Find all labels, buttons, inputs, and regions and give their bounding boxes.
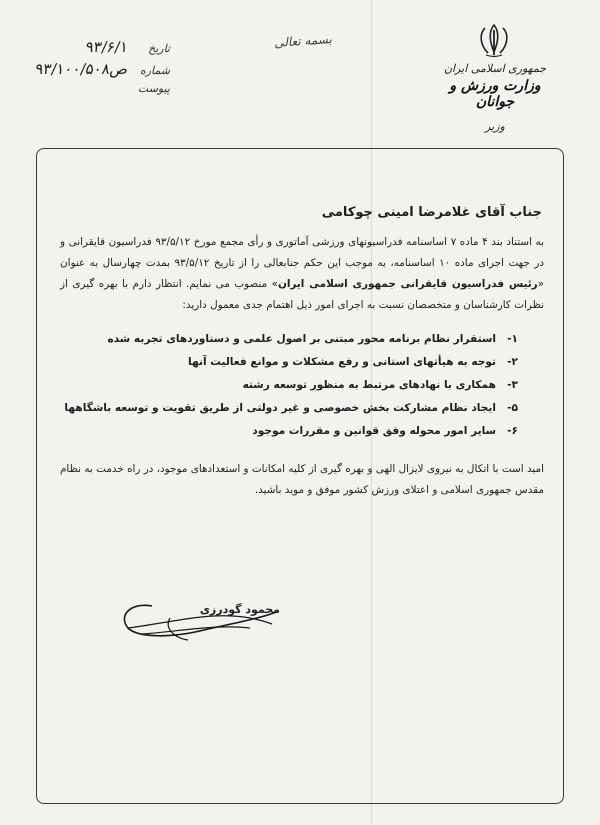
signer-name: محمود گودرزی [199, 603, 280, 616]
attachment-label: پیوست [137, 82, 170, 95]
closing-paragraph: امید است با اتکال به نیروی لایزال الهی و بهره گیری از کلیه امکانات و استعدادهای موجود، در راه خدمت به نظام مقدس جمهوری اسلامی و اعتلای ورزش کشور موفق و موید باشید. [60, 463, 544, 496]
iran-emblem-icon [472, 22, 516, 58]
list-item-text: همکاری با نهادهای مرتبط به منظور توسعه رشته [242, 379, 496, 391]
number-label: شماره [139, 64, 170, 77]
list-item-text: استقرار نظام برنامه محور مبتنی بر اصول علمی و دستاوردهای تجربه شده [107, 333, 496, 345]
list-item-number: ۱- [507, 333, 518, 345]
number-value: ۹۳/ص۱۰۰/۵۰۸ [34, 60, 130, 78]
list-item [60, 374, 518, 397]
letter-meta [20, 38, 170, 104]
list-item-number: ۵- [507, 402, 518, 414]
list-item-number: ۲- [507, 356, 518, 368]
basmala: بسمه تعالی [273, 32, 333, 50]
list-item-number: ۳- [507, 379, 518, 391]
list-item-text: سایر امور محوله وفق قوانین و مقررات موجود [252, 425, 496, 437]
date-value: ۹۳/۶/۱ [84, 38, 130, 56]
list-item [60, 351, 518, 374]
list-item-number: ۶- [507, 425, 518, 437]
minister-title: وزیر [485, 120, 505, 133]
date-label: تاریخ [148, 42, 170, 55]
ministry-header [440, 62, 550, 133]
letter-body [60, 205, 544, 501]
list-item [60, 397, 518, 420]
addressee: جناب آقای غلامرضا امینی چوکامی [321, 205, 542, 220]
date-row [20, 38, 170, 60]
attachment-row [20, 82, 170, 104]
ministry-name: وزارت ورزش و جوانان [449, 78, 541, 110]
appointment-paragraph [60, 232, 544, 316]
signature-scribble [112, 594, 282, 654]
appointment-title: رئیس فدراسیون قایقرانی جمهوری اسلامی ایران [278, 278, 538, 290]
list-item [60, 420, 518, 443]
list-item-text: ایجاد نظام مشارکت بخش خصوصی و غیر دولتی از طریق تقویت و توسعه باشگاهها [64, 402, 496, 414]
para-text-a: به استناد بند ۴ ماده ۷ اساسنامه فدراسیونهای ورزشی آماتوری و رأی مجمع مورخ ۹۳/۵/۱۲ فدراسیون قایقرانی و در جهت اجرای ماده ۱۰ اساسنامه، به موجب این حکم جنابعالی را از تاریخ ۹۳/۵/۱۲ بمدت چهارسال به عنوان « [60, 236, 545, 290]
list-item [60, 328, 518, 351]
republic-name: جمهوری اسلامی ایران [443, 62, 547, 75]
duties-list [60, 328, 544, 443]
para-text-b: » منصوب می نمایم. انتظار دارم با بهره گیری از نظرات کارشناسان و متخصصان نسبت به اجرای امور ذیل اهتمام جدی معمول دارید: [60, 278, 544, 311]
list-item-text: توجه به هیأتهای استانی و رفع مشکلات و موانع فعالیت آنها [188, 356, 496, 368]
number-row [20, 60, 170, 82]
